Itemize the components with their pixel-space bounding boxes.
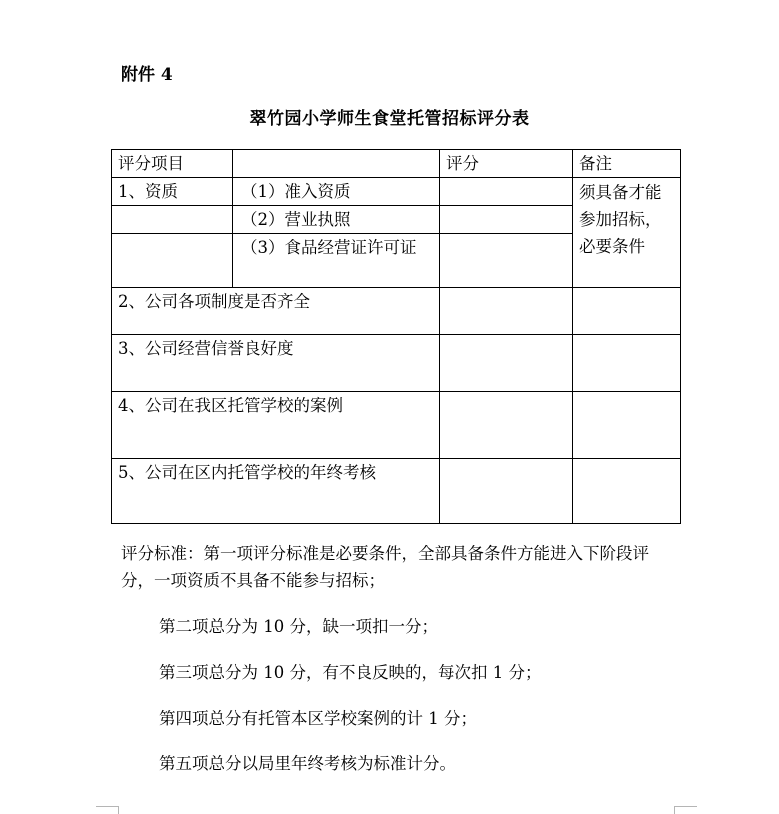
- qualification-item-food-permit: （3）食品经营证许可证: [233, 234, 440, 288]
- criteria-item-4: 第四项总分有托管本区学校案例的计 1 分；: [159, 709, 477, 728]
- score-cell: [440, 234, 573, 288]
- table-row: [112, 335, 681, 392]
- document-title: 翠竹园小学师生食堂托管招标评分表: [249, 109, 530, 129]
- blank-cell: [112, 206, 233, 234]
- score-cell: [440, 178, 573, 206]
- row-district-cases: 4、公司在我区托管学校的案例: [112, 392, 440, 459]
- criteria-item-2: 第二项总分为 10 分，缺一项扣一分；: [159, 617, 438, 636]
- score-cell: [440, 459, 573, 524]
- attachment-label: 附件 4: [121, 65, 173, 85]
- score-cell: [440, 288, 573, 335]
- criteria-intro: 评分标准：第一项评分标准是必要条件，全部具备条件方能进入下阶段评分，一项资质不具备不能参与招标；: [121, 544, 649, 590]
- table-header-row: [112, 150, 681, 178]
- header-blank: [233, 150, 440, 178]
- row-company-systems: 2、公司各项制度是否齐全: [112, 288, 440, 335]
- criteria-item-3: 第三项总分为 10 分，有不良反映的，每次扣 1 分；: [159, 663, 542, 682]
- score-cell: [440, 335, 573, 392]
- header-score: 评分: [440, 150, 573, 178]
- qualification-note: 须具备才能参加招标，必要条件: [573, 178, 681, 288]
- score-cell: [440, 206, 573, 234]
- remark-cell: [573, 459, 681, 524]
- row-annual-assessment: 5、公司在区内托管学校的年终考核: [112, 459, 440, 524]
- remark-cell: [573, 288, 681, 335]
- qualification-item-license: （2）营业执照: [233, 206, 440, 234]
- table-row: [112, 178, 681, 206]
- header-remarks: 备注: [573, 150, 681, 178]
- table-row: [112, 288, 681, 335]
- qualification-label: 1、资质: [112, 178, 233, 206]
- table-row: [112, 459, 681, 524]
- criteria-item-5: 第五项总分以局里年终考核为标准计分。: [159, 754, 456, 773]
- score-cell: [440, 392, 573, 459]
- remark-cell: [573, 392, 681, 459]
- row-company-reputation: 3、公司经营信誉良好度: [112, 335, 440, 392]
- remark-cell: [573, 335, 681, 392]
- qualification-item-access: （1）准入资质: [233, 178, 440, 206]
- table-row: [112, 392, 681, 459]
- blank-cell: [112, 234, 233, 288]
- header-scoring-item: 评分项目: [112, 150, 233, 178]
- scoring-table: [111, 149, 681, 524]
